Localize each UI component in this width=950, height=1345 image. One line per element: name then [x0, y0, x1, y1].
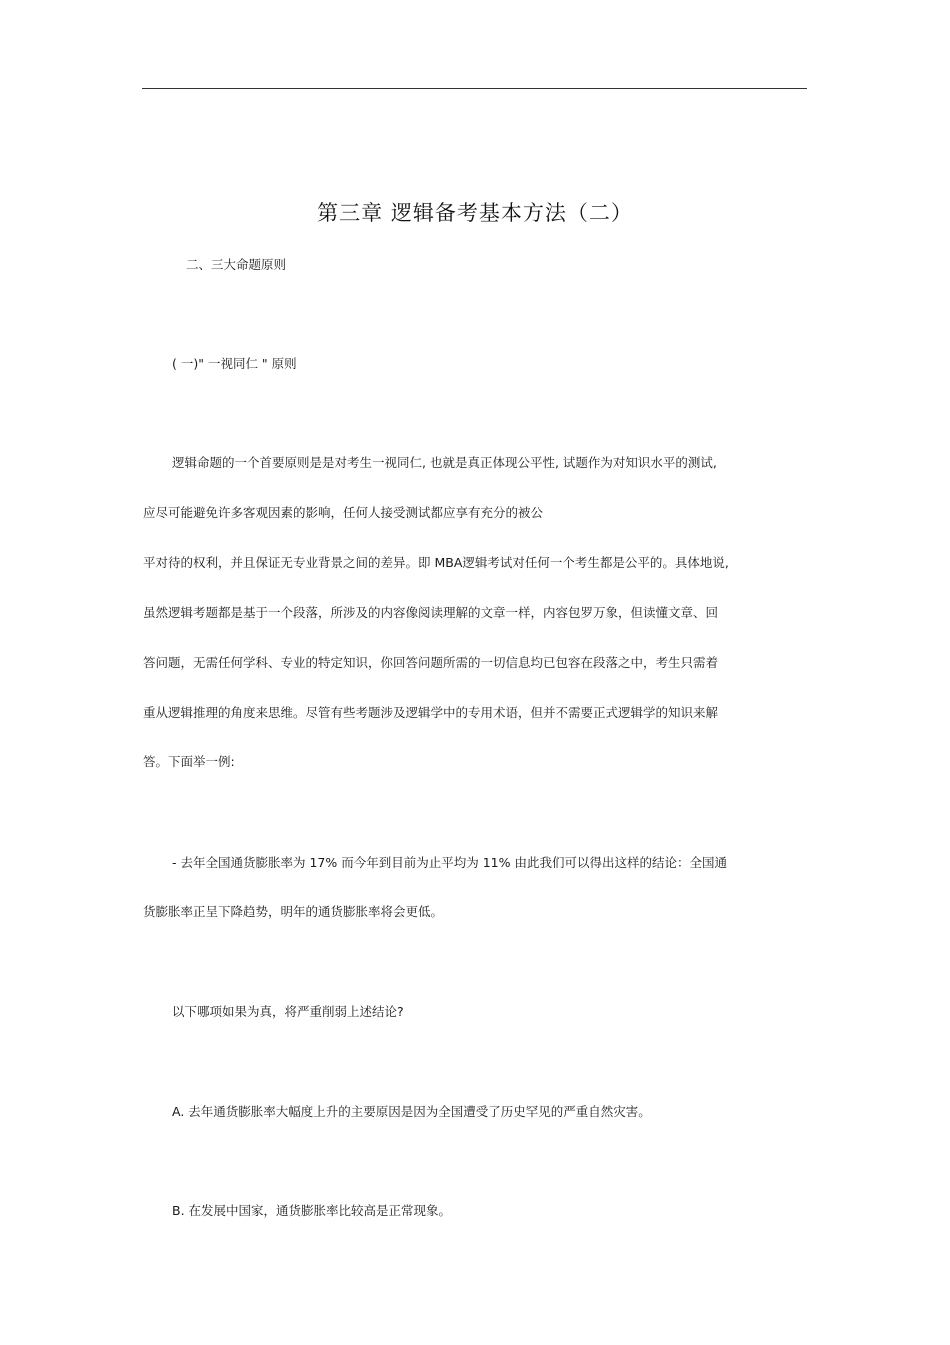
- paragraph-line: 应尽可能避免许多客观因素的影响，任何人接受测试都应享有充分的被公: [143, 505, 544, 520]
- paragraph-line: 答。下面举一例:: [143, 754, 235, 769]
- subsection-heading: ( 一)" 一视同仁 " 原则: [172, 356, 297, 371]
- option-a: A. 去年通货膨胀率大幅度上升的主要原因是因为全国遭受了历史罕见的严重自然灾害。: [172, 1104, 651, 1119]
- option-b: B. 在发展中国家，通货膨胀率比较高是正常现象。: [172, 1203, 452, 1218]
- paragraph-line: 虽然逻辑考题都是基于一个段落，所涉及的内容像阅读理解的文章一样，内容包罗万象，但读懂文章、回: [143, 605, 719, 620]
- paragraph-line: 重从逻辑推理的角度来思维。尽管有些考题涉及逻辑学中的专用术语，但并不需要正式逻辑学的知识来解: [143, 705, 719, 720]
- question-text: 以下哪项如果为真，将严重削弱上述结论?: [172, 1004, 404, 1019]
- paragraph-line: 答问题，无需任何学科、专业的特定知识，你回答问题所需的一切信息均已包容在段落之中，考生只需着: [143, 655, 719, 670]
- section-heading: 二、三大命题原则: [186, 257, 287, 272]
- example-line: - 去年全国通货膨胀率为 17% 而今年到目前为止平均为 11% 由此我们可以得出这样的结论：全国通: [172, 855, 727, 870]
- paragraph-line: 平对待的权利，并且保证无专业背景之间的差异。即 MBA逻辑考试对任何一个考生都是公平的。具体地说,: [143, 555, 729, 570]
- example-line: 货膨胀率正呈下降趋势，明年的通货膨胀率将会更低。: [143, 904, 444, 919]
- paragraph-line: 逻辑命题的一个首要原则是是对考生一视同仁, 也就是真正体现公平性, 试题作为对知识水平的测试,: [172, 455, 717, 470]
- header-divider: [142, 88, 807, 89]
- chapter-title: 第三章 逻辑备考基本方法（二）: [317, 201, 633, 225]
